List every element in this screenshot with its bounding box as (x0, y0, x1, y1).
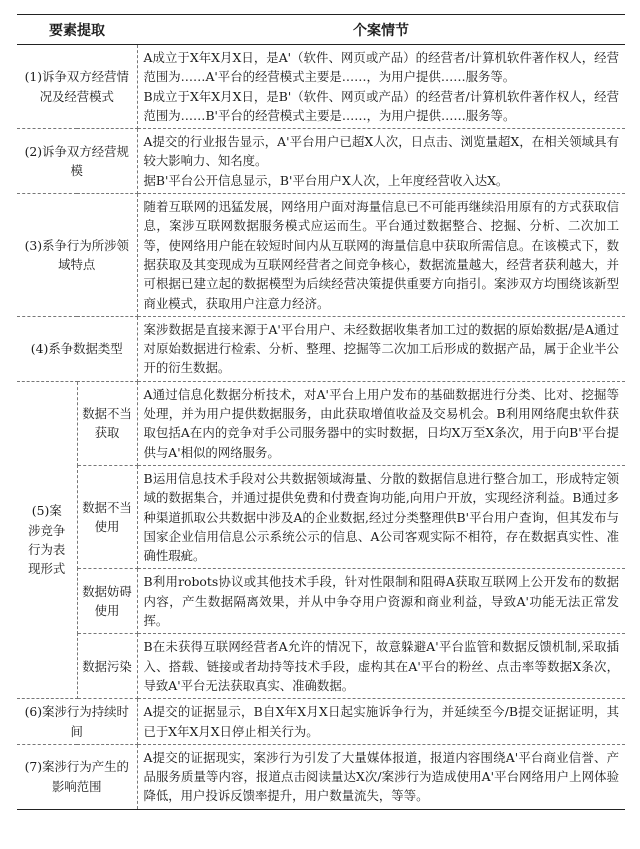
table-row (17, 634, 625, 699)
table-row (17, 569, 625, 634)
sub-content: B运用信息技术手段对公共数据领域海量、分散的数据信息进行整合加工，形成特定领域的数据集合，并通过提供免费和付费查询功能,向用户开放，实现经济利益。B通过多种渠道抓取公共数据中涉及A的企业数据,经过分类整理供B'平台用户查询，但其发布与国家企业信用信息公示系统公示的信息、A公司客观实际不相符，存在数据真实性、准确性瑕疵。 (137, 465, 625, 568)
row-paragraph: 随着互联网的迅猛发展，网络用户面对海量信息已不可能再继续沿用原有的方式获取信息，案涉互联网数据服务模式应运而生。平台通过数据整合、挖掘、分析、二次加工等，使网络用户能在较短时间内从互联网的海量信息中获取所需信息。在该模式下，数据获取及其变现成为互联网经营者之间竞争核心，数据流量越大，经营者获利越大，并可根据已建立起的数据模型为后续经营决策提供重要方向指引。案涉双方均围绕该新型商业模式，获取用户注意力经济。 (143, 199, 619, 311)
row-key: (6)案涉行为持续时间 (17, 699, 137, 745)
table-row (17, 45, 625, 129)
row-paragraph: A提交的行业报告显示，A'平台用户已超X人次，日点击、浏览量超X，在相关领域具有较大影响力、知名度。 (143, 134, 619, 169)
row-content (137, 316, 625, 381)
row-key: (2)诉争双方经营规模 (17, 129, 137, 194)
row-content (137, 194, 625, 317)
row-key: (4)系争数据类型 (17, 316, 137, 381)
table-row (17, 129, 625, 194)
sub-key: 数据妨碍使用 (77, 569, 137, 634)
header-case-details: 个案情节 (137, 15, 625, 45)
row-content (137, 45, 625, 129)
row-paragraph: 案涉数据是直接来源于A'平台用户、未经数据收集者加工过的数据的原始数据/是A通过对原始数据进行检索、分析、整理、挖掘等二次加工后形成的数据产品，属于企业半公开的衍生数据。 (143, 321, 619, 376)
row-paragraph: B成立于X年X月X日，是B'（软件、网页或产品）的经营者/计算机软件著作权人，经营范围为……B'平台的经营模式主要是……，为用户提供……服务等。 (143, 88, 619, 123)
row-content (137, 129, 625, 194)
sub-key: 数据不当使用 (77, 465, 137, 568)
table-row (17, 316, 625, 381)
table-header-row (17, 15, 625, 45)
table-row (17, 194, 625, 317)
sub-key: 数据污染 (77, 634, 137, 699)
case-elements-table (17, 14, 625, 810)
sub-content: B利用robots协议或其他技术手段，针对性限制和阻碍A获取互联网上公开发布的数据内容，产生数据隔离效果，并从中争夺用户资源和商业利益，导致A'功能无法正常发挥。 (137, 569, 625, 634)
header-elements: 要素提取 (17, 15, 137, 45)
row-paragraph: 据B'平台公开信息显示，B'平台用户X人次，上年度经营收入达X。 (143, 172, 509, 188)
row-content: A提交的证据显示，B自X年X月X日起实施诉争行为，并延续至今/B提交证据证明，其已于X年X月X日停止相关行为。 (137, 699, 625, 745)
table-row (17, 465, 625, 568)
row-paragraph: A成立于X年X月X日，是A'（软件、网页或产品）的经营者/计算机软件著作权人，经营范围为……A'平台的经营模式主要是……，为用户提供……服务等。 (143, 50, 619, 85)
table-row (17, 744, 625, 809)
row-content: A提交的证据现实，案涉行为引发了大量媒体报道，报道内容围绕A'平台商业信誉、产品服务质量等内容，报道点击阅读量达X次/案涉行为造成使用A'平台网络用户上网体验降低，用户投诉反馈率提升，用户数量流失，等等。 (137, 744, 625, 809)
table-row (17, 381, 625, 465)
sub-key: 数据不当获取 (77, 381, 137, 465)
sub-content: A通过信息化数据分析技术，对A'平台上用户发布的基础数据进行分类、比对、挖掘等处理，并为用户提供数据服务，由此获取增值收益及交易机会。B利用网络爬虫软件获取包括A在内的竞争对手公司服务器中的实时数据，日均X万至X条次，用于向B'平台提供与A'相似的网络服务。 (137, 381, 625, 465)
table-row (17, 699, 625, 745)
row-key: (3)系争行为所涉领域特点 (17, 194, 137, 317)
row-key: (1)诉争双方经营情况及经营模式 (17, 45, 137, 129)
row-key: (7)案涉行为产生的影响范围 (17, 744, 137, 809)
sub-content: B在未获得互联网经营者A允许的情况下，故意躲避A'平台监管和数据反馈机制,采取插入、搭载、链接或者劫持等技术手段，虚构其在A'平台的粉丝、点击率等数据X条次，导致A'平台无法获取真实、准确数据。 (137, 634, 625, 699)
group-key: (5)案涉竞争行为表现形式 (17, 381, 77, 698)
